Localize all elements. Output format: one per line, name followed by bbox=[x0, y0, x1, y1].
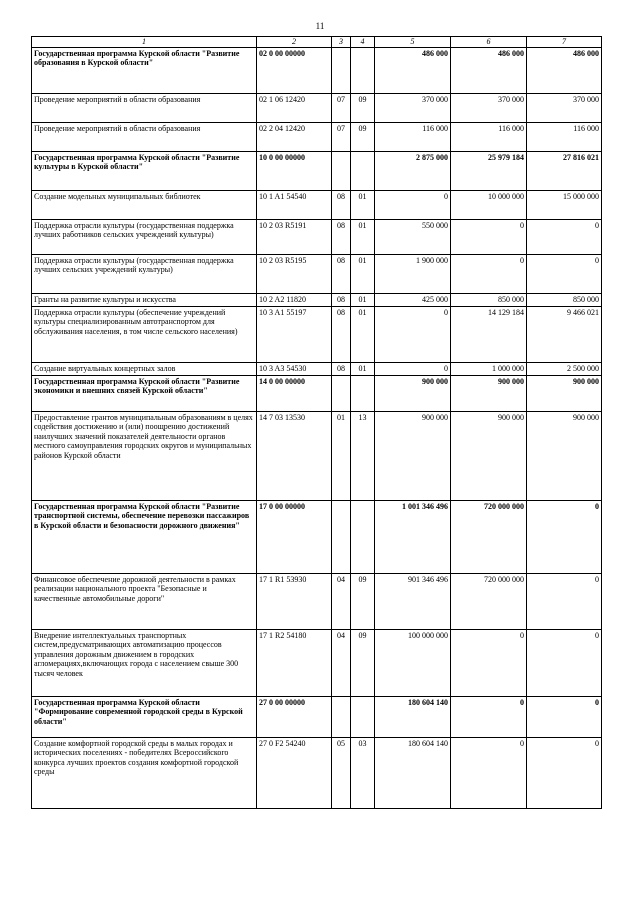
row-section-cell: 08 bbox=[332, 190, 351, 219]
row-section-cell: 08 bbox=[332, 306, 351, 362]
row-name-cell: Создание виртуальных концертных залов bbox=[32, 362, 257, 375]
row-name-cell: Внедрение интеллектуальных транспортных систем,предусматривающих автоматизацию процессов управления дорожным движением в городских агломерациях,включающих города с населением свыше 300 тысяч человек bbox=[32, 629, 257, 696]
row-code-cell: 17 0 00 00000 bbox=[257, 500, 332, 573]
row-name-cell: Государственная программа Курской области "Развитие транспортной системы, обеспечение перевозки пассажиров в Курской области и безопасности дорожного движения" bbox=[32, 500, 257, 573]
row-section-cell: 08 bbox=[332, 219, 351, 254]
row-value-6-cell: 0 bbox=[451, 696, 527, 737]
row-section-cell bbox=[332, 696, 351, 737]
row-name-cell: Поддержка отрасли культуры (государственная поддержка лучших сельских учреждений культуры) bbox=[32, 254, 257, 293]
header-cell: 6 bbox=[451, 37, 527, 48]
row-value-5-cell: 0 bbox=[375, 190, 451, 219]
row-value-5-cell: 901 346 496 bbox=[375, 573, 451, 629]
table-row bbox=[32, 362, 602, 375]
row-section-cell bbox=[332, 47, 351, 93]
row-value-6-cell: 10 000 000 bbox=[451, 190, 527, 219]
row-value-5-cell: 370 000 bbox=[375, 93, 451, 122]
row-subsection-cell: 09 bbox=[351, 573, 375, 629]
row-value-7-cell: 900 000 bbox=[527, 411, 602, 500]
row-code-cell: 14 7 03 13530 bbox=[257, 411, 332, 500]
row-value-5-cell: 0 bbox=[375, 362, 451, 375]
row-subsection-cell: 01 bbox=[351, 306, 375, 362]
row-value-6-cell: 0 bbox=[451, 629, 527, 696]
row-subsection-cell: 01 bbox=[351, 254, 375, 293]
table-row bbox=[32, 306, 602, 362]
row-subsection-cell: 01 bbox=[351, 293, 375, 306]
page-number: 11 bbox=[315, 21, 325, 31]
row-subsection-cell: 03 bbox=[351, 737, 375, 808]
row-name-cell: Государственная программа Курской области "Развитие экономики и внешних связей Курской области" bbox=[32, 375, 257, 411]
header-cell: 1 bbox=[32, 37, 257, 48]
row-code-cell: 02 1 06 12420 bbox=[257, 93, 332, 122]
row-name-cell: Предоставление грантов муниципальным образованиям в целях содействия достижению и (или) поощрению достижений наилучших значений показателей деятельности органов местного самоуправления городских округов и муниципальных районов Курской области bbox=[32, 411, 257, 500]
row-code-cell: 10 2 03 R5191 bbox=[257, 219, 332, 254]
row-value-6-cell: 0 bbox=[451, 737, 527, 808]
row-value-7-cell: 9 466 021 bbox=[527, 306, 602, 362]
table-row bbox=[32, 500, 602, 573]
row-code-cell: 17 1 R1 53930 bbox=[257, 573, 332, 629]
row-value-6-cell: 0 bbox=[451, 219, 527, 254]
row-value-6-cell: 850 000 bbox=[451, 293, 527, 306]
row-section-cell bbox=[332, 500, 351, 573]
row-section-cell: 04 bbox=[332, 629, 351, 696]
header-cell: 4 bbox=[351, 37, 375, 48]
row-value-7-cell: 0 bbox=[527, 737, 602, 808]
table-row bbox=[32, 93, 602, 122]
row-value-5-cell: 2 875 000 bbox=[375, 151, 451, 190]
row-value-6-cell: 486 000 bbox=[451, 47, 527, 93]
row-section-cell bbox=[332, 375, 351, 411]
row-value-7-cell: 27 816 021 bbox=[527, 151, 602, 190]
row-name-cell: Создание модельных муниципальных библиотек bbox=[32, 190, 257, 219]
row-value-7-cell: 2 500 000 bbox=[527, 362, 602, 375]
table-row bbox=[32, 737, 602, 808]
table-row bbox=[32, 629, 602, 696]
row-subsection-cell: 01 bbox=[351, 219, 375, 254]
row-name-cell: Поддержка отрасли культуры (обеспечение учреждений культуры специализированным автотранспортом для обслуживания населения, в том числе сельского населения) bbox=[32, 306, 257, 362]
row-name-cell: Проведение мероприятий в области образования bbox=[32, 93, 257, 122]
row-name-cell: Проведение мероприятий в области образования bbox=[32, 122, 257, 151]
row-value-5-cell: 0 bbox=[375, 306, 451, 362]
row-subsection-cell: 09 bbox=[351, 629, 375, 696]
table-row bbox=[32, 254, 602, 293]
row-value-6-cell: 0 bbox=[451, 254, 527, 293]
row-value-6-cell: 25 979 184 bbox=[451, 151, 527, 190]
row-value-5-cell: 425 000 bbox=[375, 293, 451, 306]
table-row bbox=[32, 293, 602, 306]
row-name-cell: Создание комфортной городской среды в малых городах и исторических поселениях - победителях Всероссийского конкурса лучших проектов создания комфортной городской среды bbox=[32, 737, 257, 808]
row-value-7-cell: 15 000 000 bbox=[527, 190, 602, 219]
row-name-cell: Государственная программа Курской области "Формирование современной городской среды в Курской области" bbox=[32, 696, 257, 737]
row-value-7-cell: 850 000 bbox=[527, 293, 602, 306]
row-value-6-cell: 900 000 bbox=[451, 411, 527, 500]
row-value-6-cell: 370 000 bbox=[451, 93, 527, 122]
row-subsection-cell bbox=[351, 500, 375, 573]
row-subsection-cell: 13 bbox=[351, 411, 375, 500]
row-section-cell: 07 bbox=[332, 93, 351, 122]
row-name-cell: Государственная программа Курской области "Развитие культуры в Курской области" bbox=[32, 151, 257, 190]
row-value-5-cell: 1 001 346 496 bbox=[375, 500, 451, 573]
budget-table bbox=[31, 36, 602, 809]
header-cell: 7 bbox=[527, 37, 602, 48]
row-subsection-cell: 01 bbox=[351, 362, 375, 375]
row-value-7-cell: 370 000 bbox=[527, 93, 602, 122]
row-name-cell: Финансовое обеспечение дорожной деятельности в рамках реализации национального проекта "Безопасные и качественные автомобильные дороги" bbox=[32, 573, 257, 629]
row-subsection-cell bbox=[351, 375, 375, 411]
row-section-cell: 05 bbox=[332, 737, 351, 808]
row-value-6-cell: 720 000 000 bbox=[451, 500, 527, 573]
row-value-5-cell: 116 000 bbox=[375, 122, 451, 151]
row-value-5-cell: 180 604 140 bbox=[375, 696, 451, 737]
row-value-5-cell: 900 000 bbox=[375, 411, 451, 500]
table-row bbox=[32, 47, 602, 93]
row-value-7-cell: 900 000 bbox=[527, 375, 602, 411]
table-row bbox=[32, 219, 602, 254]
row-value-6-cell: 1 000 000 bbox=[451, 362, 527, 375]
row-section-cell: 08 bbox=[332, 362, 351, 375]
row-section-cell bbox=[332, 151, 351, 190]
row-value-7-cell: 0 bbox=[527, 254, 602, 293]
row-value-6-cell: 14 129 184 bbox=[451, 306, 527, 362]
row-code-cell: 10 2 A2 11820 bbox=[257, 293, 332, 306]
table-row bbox=[32, 151, 602, 190]
table-row bbox=[32, 122, 602, 151]
row-value-7-cell: 116 000 bbox=[527, 122, 602, 151]
table-row bbox=[32, 375, 602, 411]
row-name-cell: Поддержка отрасли культуры (государственная поддержка лучших работников сельских учреждений культуры) bbox=[32, 219, 257, 254]
row-code-cell: 14 0 00 00000 bbox=[257, 375, 332, 411]
row-value-5-cell: 180 604 140 bbox=[375, 737, 451, 808]
row-code-cell: 10 0 00 00000 bbox=[257, 151, 332, 190]
row-name-cell: Государственная программа Курской области "Развитие образования в Курской области" bbox=[32, 47, 257, 93]
row-code-cell: 10 1 A1 54540 bbox=[257, 190, 332, 219]
row-code-cell: 10 3 A1 55197 bbox=[257, 306, 332, 362]
row-subsection-cell bbox=[351, 696, 375, 737]
table-row bbox=[32, 573, 602, 629]
header-cell: 5 bbox=[375, 37, 451, 48]
row-name-cell: Гранты на развитие культуры и искусства bbox=[32, 293, 257, 306]
row-section-cell: 07 bbox=[332, 122, 351, 151]
row-value-5-cell: 1 900 000 bbox=[375, 254, 451, 293]
row-code-cell: 17 1 R2 54180 bbox=[257, 629, 332, 696]
row-section-cell: 04 bbox=[332, 573, 351, 629]
row-code-cell: 27 0 00 00000 bbox=[257, 696, 332, 737]
row-subsection-cell bbox=[351, 151, 375, 190]
row-value-6-cell: 720 000 000 bbox=[451, 573, 527, 629]
table-row bbox=[32, 190, 602, 219]
row-value-6-cell: 900 000 bbox=[451, 375, 527, 411]
row-value-7-cell: 0 bbox=[527, 573, 602, 629]
table-row bbox=[32, 411, 602, 500]
row-value-7-cell: 0 bbox=[527, 629, 602, 696]
header-cell: 2 bbox=[257, 37, 332, 48]
row-subsection-cell bbox=[351, 47, 375, 93]
row-value-5-cell: 550 000 bbox=[375, 219, 451, 254]
row-value-5-cell: 900 000 bbox=[375, 375, 451, 411]
table-row bbox=[32, 696, 602, 737]
row-value-5-cell: 486 000 bbox=[375, 47, 451, 93]
row-code-cell: 02 0 00 00000 bbox=[257, 47, 332, 93]
row-value-6-cell: 116 000 bbox=[451, 122, 527, 151]
row-value-7-cell: 0 bbox=[527, 696, 602, 737]
row-section-cell: 08 bbox=[332, 293, 351, 306]
row-code-cell: 02 2 04 12420 bbox=[257, 122, 332, 151]
row-subsection-cell: 09 bbox=[351, 93, 375, 122]
row-value-7-cell: 0 bbox=[527, 219, 602, 254]
header-row bbox=[32, 37, 602, 48]
row-value-5-cell: 100 000 000 bbox=[375, 629, 451, 696]
row-code-cell: 27 0 F2 54240 bbox=[257, 737, 332, 808]
row-code-cell: 10 2 03 R5195 bbox=[257, 254, 332, 293]
row-section-cell: 08 bbox=[332, 254, 351, 293]
row-subsection-cell: 01 bbox=[351, 190, 375, 219]
header-cell: 3 bbox=[332, 37, 351, 48]
row-value-7-cell: 0 bbox=[527, 500, 602, 573]
row-code-cell: 10 3 A3 54530 bbox=[257, 362, 332, 375]
row-subsection-cell: 09 bbox=[351, 122, 375, 151]
row-value-7-cell: 486 000 bbox=[527, 47, 602, 93]
row-section-cell: 01 bbox=[332, 411, 351, 500]
